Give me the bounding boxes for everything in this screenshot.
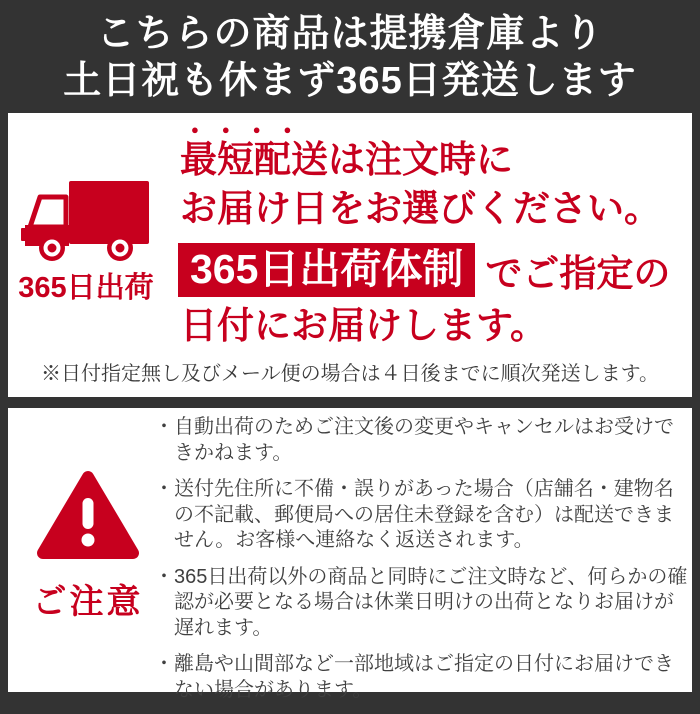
caution-list-item — [154, 477, 688, 554]
caution-panel — [8, 408, 692, 701]
shipping-highlight-row — [178, 243, 670, 297]
bullet-marker: ・ — [154, 416, 174, 438]
shipping-panel — [8, 113, 692, 397]
bullet-marker: ・ — [154, 478, 174, 500]
warning-triangle-icon — [36, 466, 140, 564]
caution-item-text: 離島や山間部など一部地域はご指定の日付にお届けできない場合があります。 — [174, 653, 674, 701]
shipping-note: ※日付指定無し及びメール便の場合は４日後までに順次発送します。 — [41, 363, 659, 385]
banner-line2: 土日祝も休まず365日発送します — [63, 60, 637, 102]
emphasis-dots: ●●●● — [191, 122, 315, 137]
shipping-heading-line1: 最短配送は注文時に — [180, 139, 513, 180]
caution-item-text: 自動出荷のためご注文後の変更やキャンセルはお受けできかねます。 — [174, 416, 674, 464]
banner-line1: こちらの商品は提携倉庫より — [96, 13, 604, 55]
caution-list-item — [154, 565, 688, 642]
top-banner — [0, 0, 700, 113]
highlight-badge: 365日出荷体制 — [178, 243, 475, 297]
caution-item-text: 365日出荷以外の商品と同時にご注文時など、何らかの確認が必要となる場合は休業日明けの出荷となりお届けが遅れます。 — [174, 565, 688, 639]
truck-label: 365日出荷 — [18, 272, 154, 304]
caution-list-item — [154, 652, 688, 703]
bullet-marker: ・ — [154, 565, 174, 588]
caution-list-item — [154, 415, 688, 466]
shipping-heading-line2: お届け日をお選びください。 — [180, 188, 661, 229]
highlight-suffix: でご指定の — [485, 253, 671, 294]
bullet-marker: ・ — [154, 653, 174, 675]
caution-label: ご注意 — [32, 583, 144, 621]
truck-icon — [20, 181, 150, 263]
caution-item-text: 送付先住所に不備・誤りがあった場合（店舗名・建物名の不記載、郵便局への居住未登録を含む）は配送できません。お客様へ連絡なく返送されます。 — [174, 478, 674, 551]
caution-list — [154, 415, 688, 714]
shipping-heading-line3: 日付にお届けします。 — [180, 305, 548, 346]
